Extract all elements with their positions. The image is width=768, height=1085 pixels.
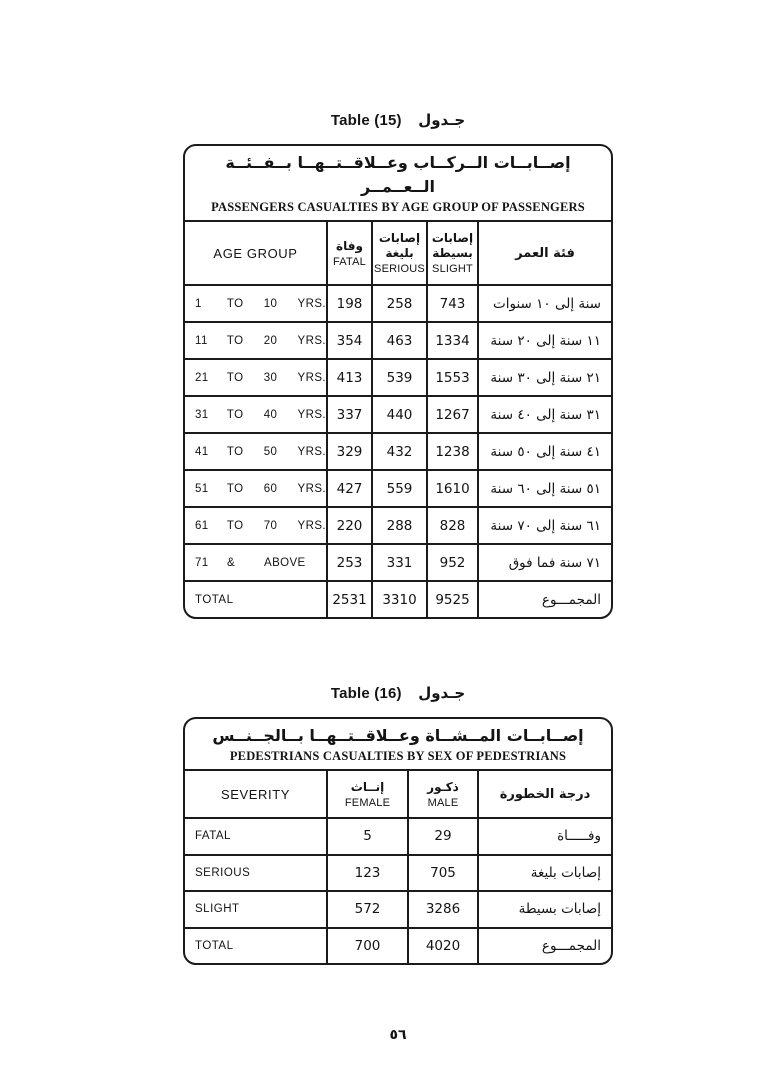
col-header-female: إنــاث FEMALE — [328, 771, 409, 817]
fatal-count-cell: 198 — [328, 284, 373, 321]
serious-count-cell: 559 — [373, 469, 428, 506]
table16 — [183, 717, 613, 965]
age-range-cell: 61 TO 70 YRS. — [185, 506, 328, 543]
age-range-ar-cell: ٤١ سنة إلى ٥٠ سنة — [479, 432, 611, 469]
female-count-cell: 572 — [328, 890, 409, 927]
serious-count-cell: 539 — [373, 358, 428, 395]
table15-title-en: Table (15) — [330, 112, 402, 129]
fatal-count-cell: 413 — [328, 358, 373, 395]
serious-count-cell: 331 — [373, 543, 428, 580]
severity-ar-cell: إصابات بسيطة — [479, 890, 611, 927]
severity-ar-cell: إصابات بليغة — [479, 854, 611, 891]
slight-count-cell: 952 — [428, 543, 479, 580]
severity-ar-cell: وفـــــاة — [479, 817, 611, 854]
col-header-severity-ar: درجة الخطورة — [499, 786, 591, 802]
fatal-count-cell: 220 — [328, 506, 373, 543]
fatal-count-cell: 337 — [328, 395, 373, 432]
male-count-cell: 3286 — [409, 890, 479, 927]
severity-label-cell: SLIGHT — [185, 890, 328, 927]
col-header-slight: إصابات بسيطة SLIGHT — [428, 222, 479, 284]
fatal-count-cell: 354 — [328, 321, 373, 358]
table15-title-ar: جـدول — [418, 111, 466, 129]
page-number: ٥٦ — [389, 1027, 407, 1043]
col-header-age-ar: فئة العمر — [515, 245, 575, 261]
total-slight-cell: 9525 — [428, 580, 479, 617]
age-range-cell: 21 TO 30 YRS. — [185, 358, 328, 395]
age-range-ar-cell: ١١ سنة إلى ٢٠ سنة — [479, 321, 611, 358]
total-male-cell: 4020 — [409, 927, 479, 964]
table15-header-en: PASSENGERS CASUALTIES BY AGE GROUP OF PASSENGERS — [211, 200, 585, 214]
age-range-cell: 41 TO 50 YRS. — [185, 432, 328, 469]
age-range-ar-cell: سنة إلى ١٠ سنوات — [479, 284, 611, 321]
age-range-ar-cell: ٧١ سنة فما فوق — [479, 543, 611, 580]
serious-count-cell: 258 — [373, 284, 428, 321]
table16-title-en: Table (16) — [330, 685, 402, 702]
age-range-ar-cell: ٥١ سنة إلى ٦٠ سنة — [479, 469, 611, 506]
col-header-fatal: وفاة FATAL — [328, 222, 373, 284]
table15-title — [183, 108, 613, 132]
total-ar-cell: المجمـــوع — [479, 927, 611, 964]
col-header-male: ذكـور MALE — [409, 771, 479, 817]
age-range-cell: 11 TO 20 YRS. — [185, 321, 328, 358]
fatal-count-cell: 329 — [328, 432, 373, 469]
table15-header — [185, 146, 611, 222]
age-range-cell: 51 TO 60 YRS. — [185, 469, 328, 506]
total-label-cell: TOTAL — [185, 580, 328, 617]
slight-count-cell: 1334 — [428, 321, 479, 358]
serious-count-cell: 440 — [373, 395, 428, 432]
age-range-cell: 71 & ABOVE — [185, 543, 328, 580]
table16-header-ar: إصــابــات المــشــاة وعــلاقــتــهــا بــالجــنــس — [212, 726, 584, 745]
age-range-ar-cell: ٦١ سنة إلى ٧٠ سنة — [479, 506, 611, 543]
fatal-count-cell: 427 — [328, 469, 373, 506]
col-header-age-group: AGE GROUP — [185, 222, 328, 284]
male-count-cell: 29 — [409, 817, 479, 854]
slight-count-cell: 1553 — [428, 358, 479, 395]
col-header-severity: SEVERITY — [185, 771, 328, 817]
table16-title-ar: جـدول — [418, 684, 466, 702]
slight-count-cell: 743 — [428, 284, 479, 321]
severity-label-cell: SERIOUS — [185, 854, 328, 891]
slight-count-cell: 828 — [428, 506, 479, 543]
slight-count-cell: 1610 — [428, 469, 479, 506]
fatal-count-cell: 253 — [328, 543, 373, 580]
table15 — [183, 144, 613, 619]
serious-count-cell: 463 — [373, 321, 428, 358]
severity-label-cell: FATAL — [185, 817, 328, 854]
total-ar-cell: المجمـــوع — [479, 580, 611, 617]
table16-grid — [185, 771, 611, 963]
total-fatal-cell: 2531 — [328, 580, 373, 617]
serious-count-cell: 432 — [373, 432, 428, 469]
slight-count-cell: 1267 — [428, 395, 479, 432]
female-count-cell: 5 — [328, 817, 409, 854]
table16-title — [183, 681, 613, 705]
table15-grid — [185, 222, 611, 617]
serious-count-cell: 288 — [373, 506, 428, 543]
total-serious-cell: 3310 — [373, 580, 428, 617]
total-female-cell: 700 — [328, 927, 409, 964]
age-range-ar-cell: ٣١ سنة إلى ٤٠ سنة — [479, 395, 611, 432]
age-range-cell: 1 TO 10 YRS. — [185, 284, 328, 321]
document-page — [183, 0, 613, 1043]
male-count-cell: 705 — [409, 854, 479, 891]
age-range-ar-cell: ٢١ سنة إلى ٣٠ سنة — [479, 358, 611, 395]
total-label-cell: TOTAL — [185, 927, 328, 964]
table16-header — [185, 719, 611, 771]
col-header-serious: إصابات بليغة SERIOUS — [373, 222, 428, 284]
table15-header-ar: إصــابــات الــركــاب وعــلاقــتــهــا بــفــئــة الــعــمــر — [225, 153, 571, 196]
slight-count-cell: 1238 — [428, 432, 479, 469]
age-range-cell: 31 TO 40 YRS. — [185, 395, 328, 432]
female-count-cell: 123 — [328, 854, 409, 891]
table16-header-en: PEDESTRIANS CASUALTIES BY SEX OF PEDESTRIANS — [229, 749, 567, 763]
